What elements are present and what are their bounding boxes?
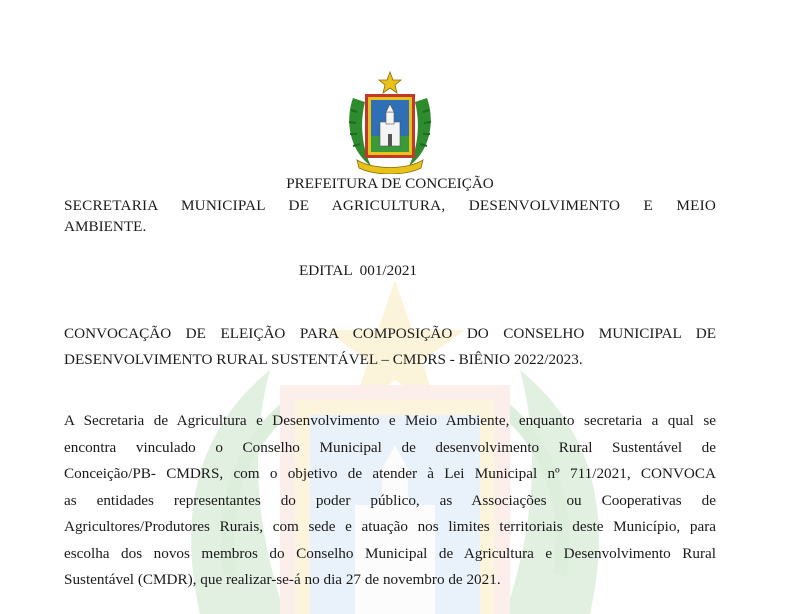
subject-line-2: DESENVOLVIMENTO RURAL SUSTENTÁVEL – CMDRS - BIÊNIO 2022/2023. (64, 351, 583, 368)
subject-line-1: CONVOCAÇÃO DE ELEIÇÃO PARA COMPOSIÇÃO DO CONSELHO MUNICIPAL DE (64, 325, 716, 342)
municipal-coat-of-arms-icon (343, 70, 437, 174)
edital-number: EDITAL 001/2021 (299, 262, 418, 279)
department-line-1: SECRETARIA MUNICIPAL DE AGRICULTURA, DESENVOLVIMENTO E MEIO (64, 197, 716, 214)
department-line-2: AMBIENTE. (64, 218, 147, 235)
body-paragraph (64, 408, 716, 594)
body-line: encontra vinculado o Conselho Municipal de desenvolvimento Rural Sustentável de (64, 438, 716, 456)
institution-title: PREFEITURA DE CONCEIÇÃO (286, 175, 494, 192)
body-line: Sustentável (CMDR), que realizar-se-á no dia 27 de novembro de 2021. (64, 571, 501, 588)
body-line: escolha dos novos membros do Conselho Municipal de Agricultura e Desenvolvimento Rural (64, 544, 716, 562)
body-line: Conceição/PB- CMDRS, com o objetivo de atender à Lei Municipal nº 711/2021, CONVOCA (64, 465, 716, 482)
body-line: A Secretaria de Agricultura e Desenvolvimento e Meio Ambiente, enquanto secretaria a qual se (64, 412, 716, 429)
body-line: as entidades representantes do poder público, as Associações ou Cooperativas de (64, 491, 716, 509)
subject-heading (64, 321, 716, 373)
body-line: Agricultores/Produtores Rurais, com sede e atuação nos limites territoriais deste Município, para (64, 518, 716, 535)
